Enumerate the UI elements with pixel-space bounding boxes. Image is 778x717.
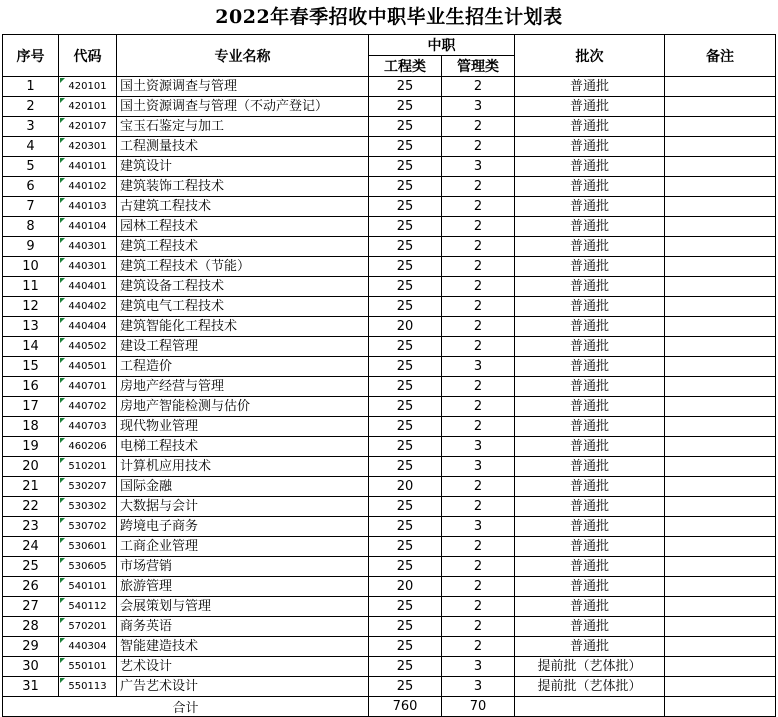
cell-code[interactable]: 440502 xyxy=(59,337,117,357)
table-row xyxy=(3,177,776,197)
cell-index[interactable]: 28 xyxy=(3,617,59,637)
cell-code[interactable]: 570201 xyxy=(59,617,117,637)
cell-code[interactable]: 440702 xyxy=(59,397,117,417)
cell-note[interactable] xyxy=(665,97,776,117)
cell-eng[interactable]: 25 xyxy=(369,637,442,657)
cell-index[interactable]: 25 xyxy=(3,557,59,577)
cell-eng[interactable]: 25 xyxy=(369,457,442,477)
table-row xyxy=(3,237,776,257)
table-row xyxy=(3,117,776,137)
cell-eng[interactable]: 25 xyxy=(369,297,442,317)
cell-eng[interactable]: 25 xyxy=(369,337,442,357)
cell-batch[interactable]: 普通批 xyxy=(515,297,665,317)
cell-major[interactable]: 房地产智能检测与估价 xyxy=(117,397,369,417)
cell-index[interactable]: 3 xyxy=(3,117,59,137)
cell-mgmt[interactable]: 2 xyxy=(442,237,515,257)
cell-code[interactable]: 440401 xyxy=(59,277,117,297)
cell-eng[interactable]: 25 xyxy=(369,77,442,97)
cell-note[interactable] xyxy=(665,577,776,597)
cell-index[interactable]: 18 xyxy=(3,417,59,437)
cell-batch[interactable]: 普通批 xyxy=(515,257,665,277)
total-mgmt[interactable]: 70 xyxy=(442,697,515,717)
header-major[interactable]: 专业名称 xyxy=(117,35,369,77)
cell-eng[interactable]: 25 xyxy=(369,197,442,217)
cell-eng[interactable]: 25 xyxy=(369,597,442,617)
table-row xyxy=(3,137,776,157)
cell-major[interactable]: 国际金融 xyxy=(117,477,369,497)
cell-code[interactable]: 550113 xyxy=(59,677,117,697)
cell-note[interactable] xyxy=(665,397,776,417)
cell-index[interactable]: 15 xyxy=(3,357,59,377)
cell-mgmt[interactable]: 2 xyxy=(442,537,515,557)
cell-eng[interactable]: 25 xyxy=(369,157,442,177)
cell-mgmt[interactable]: 2 xyxy=(442,617,515,637)
cell-code[interactable]: 530702 xyxy=(59,517,117,537)
cell-code[interactable]: 440301 xyxy=(59,237,117,257)
header-mgmt[interactable]: 管理类 xyxy=(442,56,515,77)
total-row xyxy=(3,697,776,717)
table-row xyxy=(3,337,776,357)
cell-major[interactable]: 旅游管理 xyxy=(117,577,369,597)
cell-index[interactable]: 7 xyxy=(3,197,59,217)
cell-note[interactable] xyxy=(665,317,776,337)
cell-code[interactable]: 530601 xyxy=(59,537,117,557)
cell-batch[interactable]: 普通批 xyxy=(515,197,665,217)
cell-note[interactable] xyxy=(665,557,776,577)
cell-eng[interactable]: 25 xyxy=(369,537,442,557)
cell-index[interactable]: 17 xyxy=(3,397,59,417)
cell-major[interactable]: 电梯工程技术 xyxy=(117,437,369,457)
cell-code[interactable]: 440501 xyxy=(59,357,117,377)
cell-eng[interactable]: 25 xyxy=(369,437,442,457)
cell-mgmt[interactable]: 2 xyxy=(442,557,515,577)
cell-index[interactable]: 13 xyxy=(3,317,59,337)
cell-eng[interactable]: 25 xyxy=(369,617,442,637)
cell-note[interactable] xyxy=(665,497,776,517)
cell-batch[interactable]: 普通批 xyxy=(515,217,665,237)
cell-code[interactable]: 530207 xyxy=(59,477,117,497)
table-row xyxy=(3,457,776,477)
cell-note[interactable] xyxy=(665,257,776,277)
cell-major[interactable]: 建筑工程技术（节能） xyxy=(117,257,369,277)
cell-code[interactable]: 540101 xyxy=(59,577,117,597)
cell-mgmt[interactable]: 2 xyxy=(442,397,515,417)
cell-note[interactable] xyxy=(665,657,776,677)
cell-note[interactable] xyxy=(665,377,776,397)
cell-mgmt[interactable]: 3 xyxy=(442,437,515,457)
cell-batch[interactable]: 普通批 xyxy=(515,377,665,397)
cell-mgmt[interactable]: 3 xyxy=(442,677,515,697)
cell-code[interactable]: 440102 xyxy=(59,177,117,197)
cell-note[interactable] xyxy=(665,217,776,237)
table-row xyxy=(3,557,776,577)
cell-note[interactable] xyxy=(665,677,776,697)
cell-index[interactable]: 29 xyxy=(3,637,59,657)
cell-mgmt[interactable]: 2 xyxy=(442,417,515,437)
cell-batch[interactable]: 普通批 xyxy=(515,457,665,477)
cell-note[interactable] xyxy=(665,157,776,177)
cell-eng[interactable]: 20 xyxy=(369,577,442,597)
cell-batch[interactable]: 普通批 xyxy=(515,237,665,257)
cell-mgmt[interactable]: 2 xyxy=(442,77,515,97)
cell-batch[interactable]: 普通批 xyxy=(515,357,665,377)
cell-index[interactable]: 24 xyxy=(3,537,59,557)
cell-mgmt[interactable]: 2 xyxy=(442,597,515,617)
cell-major[interactable]: 艺术设计 xyxy=(117,657,369,677)
cell-note[interactable] xyxy=(665,177,776,197)
cell-eng[interactable]: 25 xyxy=(369,417,442,437)
total-batch[interactable] xyxy=(515,697,665,717)
cell-mgmt[interactable]: 2 xyxy=(442,337,515,357)
cell-code[interactable]: 440304 xyxy=(59,637,117,657)
cell-index[interactable]: 26 xyxy=(3,577,59,597)
cell-batch[interactable]: 普通批 xyxy=(515,517,665,537)
cell-code[interactable]: 440301 xyxy=(59,257,117,277)
cell-note[interactable] xyxy=(665,197,776,217)
table-row xyxy=(3,197,776,217)
cell-mgmt[interactable]: 3 xyxy=(442,97,515,117)
cell-eng[interactable]: 25 xyxy=(369,677,442,697)
cell-note[interactable] xyxy=(665,117,776,137)
cell-batch[interactable]: 普通批 xyxy=(515,317,665,337)
cell-batch[interactable]: 普通批 xyxy=(515,417,665,437)
cell-major[interactable]: 商务英语 xyxy=(117,617,369,637)
cell-index[interactable]: 30 xyxy=(3,657,59,677)
cell-eng[interactable]: 25 xyxy=(369,97,442,117)
cell-note[interactable] xyxy=(665,137,776,157)
cell-mgmt[interactable]: 3 xyxy=(442,157,515,177)
cell-code[interactable]: 420107 xyxy=(59,117,117,137)
cell-code[interactable]: 440104 xyxy=(59,217,117,237)
cell-index[interactable]: 22 xyxy=(3,497,59,517)
sheet-title: 2022年春季招收中职毕业生招生计划表 xyxy=(215,6,563,28)
table-row xyxy=(3,537,776,557)
table-row xyxy=(3,617,776,637)
cell-index[interactable]: 6 xyxy=(3,177,59,197)
cell-major[interactable]: 国土资源调查与管理（不动产登记） xyxy=(117,97,369,117)
cell-index[interactable]: 2 xyxy=(3,97,59,117)
cell-batch[interactable]: 普通批 xyxy=(515,277,665,297)
cell-mgmt[interactable]: 2 xyxy=(442,637,515,657)
table-row xyxy=(3,257,776,277)
cell-code[interactable]: 440703 xyxy=(59,417,117,437)
cell-index[interactable]: 8 xyxy=(3,217,59,237)
cell-eng[interactable]: 25 xyxy=(369,377,442,397)
cell-code[interactable]: 420301 xyxy=(59,137,117,157)
cell-batch[interactable]: 普通批 xyxy=(515,637,665,657)
cell-code[interactable]: 420101 xyxy=(59,77,117,97)
cell-code[interactable]: 460206 xyxy=(59,437,117,457)
table-row xyxy=(3,497,776,517)
cell-major[interactable]: 大数据与会计 xyxy=(117,497,369,517)
cell-batch[interactable]: 普通批 xyxy=(515,477,665,497)
cell-eng[interactable]: 25 xyxy=(369,217,442,237)
cell-major[interactable]: 广告艺术设计 xyxy=(117,677,369,697)
cell-note[interactable] xyxy=(665,77,776,97)
cell-code[interactable]: 440103 xyxy=(59,197,117,217)
cell-index[interactable]: 11 xyxy=(3,277,59,297)
cell-major[interactable]: 工程测量技术 xyxy=(117,137,369,157)
cell-eng[interactable]: 25 xyxy=(369,277,442,297)
table-row xyxy=(3,297,776,317)
enrollment-plan-table xyxy=(2,34,776,717)
cell-index[interactable]: 16 xyxy=(3,377,59,397)
cell-mgmt[interactable]: 2 xyxy=(442,197,515,217)
header-code[interactable]: 代码 xyxy=(59,35,117,77)
cell-batch[interactable]: 提前批（艺体批） xyxy=(515,657,665,677)
cell-major[interactable]: 建筑电气工程技术 xyxy=(117,297,369,317)
cell-eng[interactable]: 25 xyxy=(369,657,442,677)
cell-code[interactable]: 540112 xyxy=(59,597,117,617)
cell-code[interactable]: 530302 xyxy=(59,497,117,517)
cell-mgmt[interactable]: 2 xyxy=(442,277,515,297)
cell-mgmt[interactable]: 2 xyxy=(442,577,515,597)
cell-major[interactable]: 古建筑工程技术 xyxy=(117,197,369,217)
cell-batch[interactable]: 普通批 xyxy=(515,597,665,617)
cell-eng[interactable]: 25 xyxy=(369,257,442,277)
cell-eng[interactable]: 25 xyxy=(369,557,442,577)
cell-major[interactable]: 宝玉石鉴定与加工 xyxy=(117,117,369,137)
cell-note[interactable] xyxy=(665,357,776,377)
cell-mgmt[interactable]: 2 xyxy=(442,297,515,317)
cell-index[interactable]: 1 xyxy=(3,77,59,97)
table-row xyxy=(3,377,776,397)
cell-major[interactable]: 房地产经营与管理 xyxy=(117,377,369,397)
cell-note[interactable] xyxy=(665,417,776,437)
cell-code[interactable]: 530605 xyxy=(59,557,117,577)
cell-index[interactable]: 12 xyxy=(3,297,59,317)
total-label[interactable]: 合计 xyxy=(3,697,369,717)
table-row xyxy=(3,217,776,237)
table-row xyxy=(3,357,776,377)
cell-mgmt[interactable]: 2 xyxy=(442,477,515,497)
table-row xyxy=(3,477,776,497)
cell-batch[interactable]: 普通批 xyxy=(515,337,665,357)
cell-mgmt[interactable]: 3 xyxy=(442,517,515,537)
cell-note[interactable] xyxy=(665,457,776,477)
cell-eng[interactable]: 25 xyxy=(369,397,442,417)
table-row xyxy=(3,577,776,597)
cell-index[interactable]: 27 xyxy=(3,597,59,617)
cell-eng[interactable]: 25 xyxy=(369,497,442,517)
cell-mgmt[interactable]: 3 xyxy=(442,657,515,677)
cell-eng[interactable]: 25 xyxy=(369,177,442,197)
cell-index[interactable]: 5 xyxy=(3,157,59,177)
cell-eng[interactable]: 25 xyxy=(369,357,442,377)
cell-eng[interactable]: 20 xyxy=(369,317,442,337)
cell-mgmt[interactable]: 2 xyxy=(442,217,515,237)
cell-note[interactable] xyxy=(665,277,776,297)
cell-batch[interactable]: 普通批 xyxy=(515,137,665,157)
cell-code[interactable]: 550101 xyxy=(59,657,117,677)
cell-index[interactable]: 21 xyxy=(3,477,59,497)
cell-mgmt[interactable]: 2 xyxy=(442,317,515,337)
cell-mgmt[interactable]: 2 xyxy=(442,377,515,397)
cell-batch[interactable]: 普通批 xyxy=(515,97,665,117)
cell-eng[interactable]: 25 xyxy=(369,237,442,257)
total-note[interactable] xyxy=(665,697,776,717)
cell-note[interactable] xyxy=(665,237,776,257)
cell-major[interactable]: 工商企业管理 xyxy=(117,537,369,557)
cell-note[interactable] xyxy=(665,477,776,497)
cell-code[interactable]: 440701 xyxy=(59,377,117,397)
cell-mgmt[interactable]: 2 xyxy=(442,177,515,197)
cell-major[interactable]: 智能建造技术 xyxy=(117,637,369,657)
cell-batch[interactable]: 普通批 xyxy=(515,77,665,97)
header-group[interactable]: 中职 xyxy=(369,35,515,56)
cell-major[interactable]: 国土资源调查与管理 xyxy=(117,77,369,97)
table-row xyxy=(3,317,776,337)
cell-note[interactable] xyxy=(665,337,776,357)
cell-major[interactable]: 建筑设计 xyxy=(117,157,369,177)
cell-note[interactable] xyxy=(665,437,776,457)
table-row xyxy=(3,657,776,677)
cell-batch[interactable]: 普通批 xyxy=(515,437,665,457)
cell-note[interactable] xyxy=(665,517,776,537)
cell-eng[interactable]: 20 xyxy=(369,477,442,497)
cell-batch[interactable]: 普通批 xyxy=(515,397,665,417)
cell-batch[interactable]: 普通批 xyxy=(515,177,665,197)
cell-major[interactable]: 建筑智能化工程技术 xyxy=(117,317,369,337)
cell-code[interactable]: 510201 xyxy=(59,457,117,477)
total-eng[interactable]: 760 xyxy=(369,697,442,717)
cell-code[interactable]: 440101 xyxy=(59,157,117,177)
cell-mgmt[interactable]: 2 xyxy=(442,257,515,277)
cell-major[interactable]: 市场营销 xyxy=(117,557,369,577)
cell-batch[interactable]: 普通批 xyxy=(515,557,665,577)
cell-major[interactable]: 园林工程技术 xyxy=(117,217,369,237)
cell-eng[interactable]: 25 xyxy=(369,517,442,537)
cell-mgmt[interactable]: 2 xyxy=(442,117,515,137)
cell-code[interactable]: 440402 xyxy=(59,297,117,317)
header-eng[interactable]: 工程类 xyxy=(369,56,442,77)
table-row xyxy=(3,597,776,617)
cell-major[interactable]: 建筑装饰工程技术 xyxy=(117,177,369,197)
cell-batch[interactable]: 普通批 xyxy=(515,117,665,137)
cell-index[interactable]: 9 xyxy=(3,237,59,257)
cell-mgmt[interactable]: 3 xyxy=(442,457,515,477)
table-row xyxy=(3,517,776,537)
cell-eng[interactable]: 25 xyxy=(369,117,442,137)
table-row xyxy=(3,277,776,297)
header-batch[interactable]: 批次 xyxy=(515,35,665,77)
cell-major[interactable]: 建筑设备工程技术 xyxy=(117,277,369,297)
cell-index[interactable]: 19 xyxy=(3,437,59,457)
table-row xyxy=(3,397,776,417)
header-note[interactable]: 备注 xyxy=(665,35,776,77)
table-row xyxy=(3,77,776,97)
cell-major[interactable]: 建筑工程技术 xyxy=(117,237,369,257)
cell-note[interactable] xyxy=(665,617,776,637)
cell-index[interactable]: 23 xyxy=(3,517,59,537)
cell-mgmt[interactable]: 2 xyxy=(442,137,515,157)
cell-batch[interactable]: 普通批 xyxy=(515,577,665,597)
cell-code[interactable]: 440404 xyxy=(59,317,117,337)
cell-major[interactable]: 计算机应用技术 xyxy=(117,457,369,477)
cell-mgmt[interactable]: 3 xyxy=(442,357,515,377)
cell-batch[interactable]: 普通批 xyxy=(515,537,665,557)
cell-major[interactable]: 建设工程管理 xyxy=(117,337,369,357)
table-row xyxy=(3,157,776,177)
cell-batch[interactable]: 普通批 xyxy=(515,497,665,517)
table-row xyxy=(3,97,776,117)
cell-batch[interactable]: 普通批 xyxy=(515,157,665,177)
cell-eng[interactable]: 25 xyxy=(369,137,442,157)
cell-note[interactable] xyxy=(665,597,776,617)
cell-batch[interactable]: 提前批（艺体批） xyxy=(515,677,665,697)
cell-batch[interactable]: 普通批 xyxy=(515,617,665,637)
table-row xyxy=(3,417,776,437)
cell-code[interactable]: 420101 xyxy=(59,97,117,117)
cell-note[interactable] xyxy=(665,297,776,317)
cell-note[interactable] xyxy=(665,537,776,557)
cell-index[interactable]: 20 xyxy=(3,457,59,477)
cell-index[interactable]: 4 xyxy=(3,137,59,157)
cell-major[interactable]: 工程造价 xyxy=(117,357,369,377)
cell-index[interactable]: 10 xyxy=(3,257,59,277)
cell-index[interactable]: 31 xyxy=(3,677,59,697)
header-index[interactable]: 序号 xyxy=(3,35,59,77)
cell-note[interactable] xyxy=(665,637,776,657)
table-row xyxy=(3,677,776,697)
cell-major[interactable]: 会展策划与管理 xyxy=(117,597,369,617)
table-row xyxy=(3,637,776,657)
cell-mgmt[interactable]: 2 xyxy=(442,497,515,517)
table-row xyxy=(3,437,776,457)
cell-major[interactable]: 现代物业管理 xyxy=(117,417,369,437)
cell-major[interactable]: 跨境电子商务 xyxy=(117,517,369,537)
cell-index[interactable]: 14 xyxy=(3,337,59,357)
